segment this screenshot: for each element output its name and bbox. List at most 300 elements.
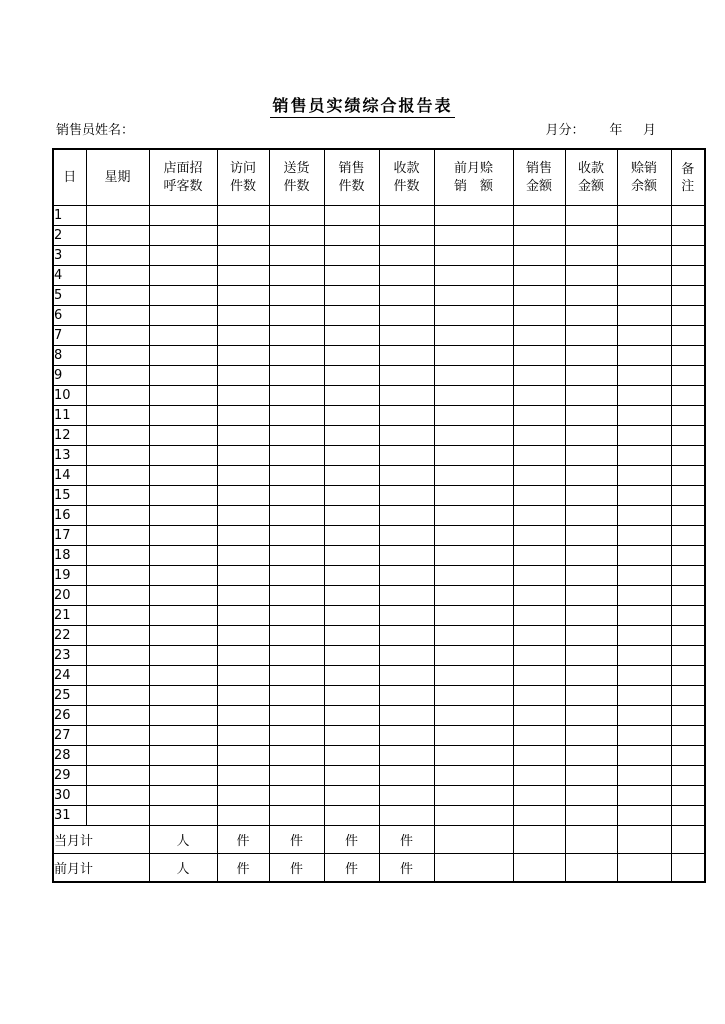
data-cell-remarks[interactable] <box>671 566 705 586</box>
data-cell-prev_credit[interactable] <box>434 286 513 306</box>
data-cell-weekday[interactable] <box>86 446 149 466</box>
data-cell-weekday[interactable] <box>86 506 149 526</box>
data-cell-receipt_amount[interactable] <box>565 326 617 346</box>
data-cell-remarks[interactable] <box>671 666 705 686</box>
data-cell-sales_amount[interactable] <box>513 406 565 426</box>
data-cell-receipt_amount[interactable] <box>565 506 617 526</box>
data-cell-sales_count[interactable] <box>324 386 379 406</box>
data-cell-sales_amount[interactable] <box>513 546 565 566</box>
data-cell-weekday[interactable] <box>86 646 149 666</box>
summary-empty-cell[interactable] <box>513 826 565 854</box>
data-cell-prev_credit[interactable] <box>434 766 513 786</box>
data-cell-sales_amount[interactable] <box>513 806 565 826</box>
data-cell-greeted[interactable] <box>149 486 217 506</box>
data-cell-greeted[interactable] <box>149 546 217 566</box>
data-cell-receipt_amount[interactable] <box>565 426 617 446</box>
data-cell-sales_amount[interactable] <box>513 286 565 306</box>
data-cell-remarks[interactable] <box>671 606 705 626</box>
data-cell-receipts_count[interactable] <box>379 806 434 826</box>
data-cell-sales_amount[interactable] <box>513 386 565 406</box>
data-cell-receipts_count[interactable] <box>379 546 434 566</box>
data-cell-receipts_count[interactable] <box>379 606 434 626</box>
data-cell-deliveries[interactable] <box>269 646 324 666</box>
data-cell-greeted[interactable] <box>149 466 217 486</box>
data-cell-weekday[interactable] <box>86 686 149 706</box>
data-cell-sales_count[interactable] <box>324 686 379 706</box>
data-cell-weekday[interactable] <box>86 346 149 366</box>
data-cell-greeted[interactable] <box>149 646 217 666</box>
data-cell-prev_credit[interactable] <box>434 486 513 506</box>
data-cell-visits[interactable] <box>217 226 269 246</box>
data-cell-sales_amount[interactable] <box>513 446 565 466</box>
data-cell-credit_balance[interactable] <box>617 606 671 626</box>
data-cell-receipt_amount[interactable] <box>565 646 617 666</box>
data-cell-visits[interactable] <box>217 506 269 526</box>
data-cell-receipt_amount[interactable] <box>565 446 617 466</box>
data-cell-credit_balance[interactable] <box>617 566 671 586</box>
data-cell-prev_credit[interactable] <box>434 346 513 366</box>
data-cell-sales_amount[interactable] <box>513 606 565 626</box>
data-cell-sales_amount[interactable] <box>513 686 565 706</box>
data-cell-remarks[interactable] <box>671 246 705 266</box>
data-cell-deliveries[interactable] <box>269 466 324 486</box>
data-cell-weekday[interactable] <box>86 566 149 586</box>
data-cell-greeted[interactable] <box>149 806 217 826</box>
data-cell-credit_balance[interactable] <box>617 526 671 546</box>
data-cell-prev_credit[interactable] <box>434 586 513 606</box>
data-cell-sales_amount[interactable] <box>513 626 565 646</box>
summary-unit-cell[interactable]: 人 <box>149 854 217 883</box>
summary-empty-cell[interactable] <box>565 854 617 883</box>
data-cell-prev_credit[interactable] <box>434 566 513 586</box>
data-cell-sales_amount[interactable] <box>513 226 565 246</box>
data-cell-credit_balance[interactable] <box>617 226 671 246</box>
data-cell-credit_balance[interactable] <box>617 306 671 326</box>
data-cell-weekday[interactable] <box>86 386 149 406</box>
data-cell-remarks[interactable] <box>671 526 705 546</box>
data-cell-deliveries[interactable] <box>269 726 324 746</box>
data-cell-prev_credit[interactable] <box>434 306 513 326</box>
data-cell-credit_balance[interactable] <box>617 626 671 646</box>
data-cell-prev_credit[interactable] <box>434 246 513 266</box>
data-cell-greeted[interactable] <box>149 746 217 766</box>
data-cell-visits[interactable] <box>217 306 269 326</box>
data-cell-deliveries[interactable] <box>269 626 324 646</box>
data-cell-receipts_count[interactable] <box>379 526 434 546</box>
data-cell-greeted[interactable] <box>149 226 217 246</box>
data-cell-weekday[interactable] <box>86 586 149 606</box>
data-cell-sales_count[interactable] <box>324 766 379 786</box>
data-cell-receipts_count[interactable] <box>379 286 434 306</box>
data-cell-receipts_count[interactable] <box>379 386 434 406</box>
data-cell-sales_amount[interactable] <box>513 646 565 666</box>
data-cell-receipts_count[interactable] <box>379 466 434 486</box>
data-cell-visits[interactable] <box>217 446 269 466</box>
data-cell-deliveries[interactable] <box>269 306 324 326</box>
data-cell-remarks[interactable] <box>671 686 705 706</box>
data-cell-sales_amount[interactable] <box>513 786 565 806</box>
data-cell-greeted[interactable] <box>149 266 217 286</box>
data-cell-weekday[interactable] <box>86 226 149 246</box>
data-cell-weekday[interactable] <box>86 266 149 286</box>
data-cell-sales_amount[interactable] <box>513 366 565 386</box>
data-cell-sales_count[interactable] <box>324 206 379 226</box>
data-cell-sales_count[interactable] <box>324 406 379 426</box>
data-cell-deliveries[interactable] <box>269 246 324 266</box>
data-cell-prev_credit[interactable] <box>434 206 513 226</box>
data-cell-deliveries[interactable] <box>269 746 324 766</box>
data-cell-receipt_amount[interactable] <box>565 346 617 366</box>
data-cell-credit_balance[interactable] <box>617 646 671 666</box>
data-cell-sales_count[interactable] <box>324 546 379 566</box>
summary-unit-cell[interactable]: 件 <box>324 854 379 883</box>
data-cell-credit_balance[interactable] <box>617 206 671 226</box>
data-cell-prev_credit[interactable] <box>434 626 513 646</box>
data-cell-sales_amount[interactable] <box>513 666 565 686</box>
data-cell-receipt_amount[interactable] <box>565 486 617 506</box>
data-cell-remarks[interactable] <box>671 626 705 646</box>
data-cell-greeted[interactable] <box>149 786 217 806</box>
data-cell-receipt_amount[interactable] <box>565 586 617 606</box>
data-cell-receipts_count[interactable] <box>379 506 434 526</box>
data-cell-deliveries[interactable] <box>269 386 324 406</box>
data-cell-deliveries[interactable] <box>269 606 324 626</box>
summary-unit-cell[interactable]: 件 <box>324 826 379 854</box>
data-cell-prev_credit[interactable] <box>434 446 513 466</box>
data-cell-weekday[interactable] <box>86 726 149 746</box>
data-cell-visits[interactable] <box>217 806 269 826</box>
data-cell-visits[interactable] <box>217 646 269 666</box>
data-cell-prev_credit[interactable] <box>434 366 513 386</box>
data-cell-visits[interactable] <box>217 766 269 786</box>
data-cell-prev_credit[interactable] <box>434 326 513 346</box>
data-cell-receipt_amount[interactable] <box>565 466 617 486</box>
data-cell-visits[interactable] <box>217 706 269 726</box>
data-cell-receipt_amount[interactable] <box>565 226 617 246</box>
data-cell-sales_count[interactable] <box>324 806 379 826</box>
data-cell-prev_credit[interactable] <box>434 466 513 486</box>
data-cell-sales_count[interactable] <box>324 226 379 246</box>
data-cell-visits[interactable] <box>217 786 269 806</box>
summary-empty-cell[interactable] <box>434 826 513 854</box>
data-cell-visits[interactable] <box>217 466 269 486</box>
data-cell-visits[interactable] <box>217 566 269 586</box>
data-cell-visits[interactable] <box>217 246 269 266</box>
data-cell-receipts_count[interactable] <box>379 786 434 806</box>
summary-unit-cell[interactable]: 件 <box>269 854 324 883</box>
data-cell-remarks[interactable] <box>671 706 705 726</box>
data-cell-sales_count[interactable] <box>324 746 379 766</box>
data-cell-receipts_count[interactable] <box>379 266 434 286</box>
data-cell-sales_amount[interactable] <box>513 466 565 486</box>
data-cell-greeted[interactable] <box>149 366 217 386</box>
data-cell-visits[interactable] <box>217 266 269 286</box>
data-cell-receipts_count[interactable] <box>379 766 434 786</box>
data-cell-remarks[interactable] <box>671 206 705 226</box>
data-cell-remarks[interactable] <box>671 386 705 406</box>
data-cell-sales_amount[interactable] <box>513 246 565 266</box>
summary-unit-cell[interactable]: 件 <box>379 854 434 883</box>
data-cell-visits[interactable] <box>217 346 269 366</box>
data-cell-visits[interactable] <box>217 686 269 706</box>
data-cell-remarks[interactable] <box>671 586 705 606</box>
data-cell-receipts_count[interactable] <box>379 326 434 346</box>
data-cell-visits[interactable] <box>217 606 269 626</box>
data-cell-weekday[interactable] <box>86 526 149 546</box>
data-cell-greeted[interactable] <box>149 566 217 586</box>
data-cell-sales_count[interactable] <box>324 626 379 646</box>
data-cell-visits[interactable] <box>217 366 269 386</box>
data-cell-deliveries[interactable] <box>269 486 324 506</box>
data-cell-visits[interactable] <box>217 526 269 546</box>
data-cell-visits[interactable] <box>217 626 269 646</box>
data-cell-sales_amount[interactable] <box>513 566 565 586</box>
data-cell-weekday[interactable] <box>86 246 149 266</box>
data-cell-remarks[interactable] <box>671 806 705 826</box>
data-cell-receipts_count[interactable] <box>379 706 434 726</box>
data-cell-greeted[interactable] <box>149 726 217 746</box>
data-cell-greeted[interactable] <box>149 686 217 706</box>
data-cell-prev_credit[interactable] <box>434 406 513 426</box>
summary-empty-cell[interactable] <box>671 826 705 854</box>
data-cell-prev_credit[interactable] <box>434 426 513 446</box>
data-cell-weekday[interactable] <box>86 706 149 726</box>
data-cell-credit_balance[interactable] <box>617 486 671 506</box>
data-cell-credit_balance[interactable] <box>617 426 671 446</box>
data-cell-receipts_count[interactable] <box>379 566 434 586</box>
data-cell-deliveries[interactable] <box>269 506 324 526</box>
data-cell-receipts_count[interactable] <box>379 306 434 326</box>
data-cell-receipts_count[interactable] <box>379 366 434 386</box>
data-cell-sales_count[interactable] <box>324 586 379 606</box>
data-cell-weekday[interactable] <box>86 546 149 566</box>
data-cell-credit_balance[interactable] <box>617 666 671 686</box>
data-cell-receipt_amount[interactable] <box>565 366 617 386</box>
data-cell-credit_balance[interactable] <box>617 446 671 466</box>
data-cell-visits[interactable] <box>217 326 269 346</box>
data-cell-receipt_amount[interactable] <box>565 386 617 406</box>
data-cell-prev_credit[interactable] <box>434 266 513 286</box>
data-cell-sales_amount[interactable] <box>513 346 565 366</box>
data-cell-remarks[interactable] <box>671 726 705 746</box>
data-cell-sales_count[interactable] <box>324 706 379 726</box>
summary-empty-cell[interactable] <box>671 854 705 883</box>
data-cell-greeted[interactable] <box>149 666 217 686</box>
data-cell-receipts_count[interactable] <box>379 666 434 686</box>
data-cell-greeted[interactable] <box>149 326 217 346</box>
data-cell-weekday[interactable] <box>86 746 149 766</box>
data-cell-greeted[interactable] <box>149 766 217 786</box>
data-cell-prev_credit[interactable] <box>434 726 513 746</box>
data-cell-visits[interactable] <box>217 286 269 306</box>
data-cell-greeted[interactable] <box>149 446 217 466</box>
data-cell-deliveries[interactable] <box>269 226 324 246</box>
data-cell-sales_count[interactable] <box>324 426 379 446</box>
data-cell-deliveries[interactable] <box>269 326 324 346</box>
data-cell-credit_balance[interactable] <box>617 346 671 366</box>
data-cell-deliveries[interactable] <box>269 586 324 606</box>
data-cell-sales_count[interactable] <box>324 786 379 806</box>
data-cell-receipt_amount[interactable] <box>565 746 617 766</box>
data-cell-greeted[interactable] <box>149 606 217 626</box>
data-cell-sales_count[interactable] <box>324 506 379 526</box>
data-cell-remarks[interactable] <box>671 746 705 766</box>
data-cell-remarks[interactable] <box>671 306 705 326</box>
summary-empty-cell[interactable] <box>434 854 513 883</box>
data-cell-sales_count[interactable] <box>324 286 379 306</box>
data-cell-visits[interactable] <box>217 386 269 406</box>
data-cell-sales_amount[interactable] <box>513 426 565 446</box>
data-cell-deliveries[interactable] <box>269 786 324 806</box>
data-cell-deliveries[interactable] <box>269 266 324 286</box>
data-cell-receipt_amount[interactable] <box>565 706 617 726</box>
data-cell-credit_balance[interactable] <box>617 686 671 706</box>
data-cell-remarks[interactable] <box>671 646 705 666</box>
data-cell-sales_count[interactable] <box>324 666 379 686</box>
data-cell-receipt_amount[interactable] <box>565 406 617 426</box>
summary-empty-cell[interactable] <box>617 854 671 883</box>
data-cell-sales_count[interactable] <box>324 566 379 586</box>
data-cell-sales_count[interactable] <box>324 526 379 546</box>
data-cell-receipt_amount[interactable] <box>565 726 617 746</box>
data-cell-receipts_count[interactable] <box>379 646 434 666</box>
data-cell-greeted[interactable] <box>149 586 217 606</box>
data-cell-remarks[interactable] <box>671 346 705 366</box>
data-cell-credit_balance[interactable] <box>617 326 671 346</box>
data-cell-remarks[interactable] <box>671 766 705 786</box>
data-cell-visits[interactable] <box>217 206 269 226</box>
data-cell-credit_balance[interactable] <box>617 386 671 406</box>
data-cell-receipt_amount[interactable] <box>565 766 617 786</box>
data-cell-remarks[interactable] <box>671 366 705 386</box>
data-cell-sales_amount[interactable] <box>513 206 565 226</box>
data-cell-receipt_amount[interactable] <box>565 306 617 326</box>
data-cell-receipts_count[interactable] <box>379 586 434 606</box>
data-cell-visits[interactable] <box>217 746 269 766</box>
data-cell-receipts_count[interactable] <box>379 626 434 646</box>
data-cell-greeted[interactable] <box>149 346 217 366</box>
data-cell-receipt_amount[interactable] <box>565 666 617 686</box>
data-cell-credit_balance[interactable] <box>617 746 671 766</box>
data-cell-credit_balance[interactable] <box>617 406 671 426</box>
data-cell-remarks[interactable] <box>671 466 705 486</box>
data-cell-prev_credit[interactable] <box>434 666 513 686</box>
data-cell-receipt_amount[interactable] <box>565 206 617 226</box>
data-cell-receipts_count[interactable] <box>379 246 434 266</box>
data-cell-credit_balance[interactable] <box>617 806 671 826</box>
data-cell-weekday[interactable] <box>86 806 149 826</box>
data-cell-receipts_count[interactable] <box>379 346 434 366</box>
data-cell-receipts_count[interactable] <box>379 726 434 746</box>
data-cell-prev_credit[interactable] <box>434 806 513 826</box>
data-cell-weekday[interactable] <box>86 766 149 786</box>
data-cell-visits[interactable] <box>217 426 269 446</box>
data-cell-remarks[interactable] <box>671 286 705 306</box>
data-cell-sales_count[interactable] <box>324 726 379 746</box>
data-cell-visits[interactable] <box>217 726 269 746</box>
data-cell-weekday[interactable] <box>86 666 149 686</box>
data-cell-receipts_count[interactable] <box>379 446 434 466</box>
data-cell-prev_credit[interactable] <box>434 786 513 806</box>
data-cell-sales_amount[interactable] <box>513 266 565 286</box>
data-cell-remarks[interactable] <box>671 426 705 446</box>
data-cell-remarks[interactable] <box>671 406 705 426</box>
data-cell-sales_amount[interactable] <box>513 506 565 526</box>
data-cell-receipt_amount[interactable] <box>565 806 617 826</box>
data-cell-receipts_count[interactable] <box>379 226 434 246</box>
data-cell-remarks[interactable] <box>671 486 705 506</box>
data-cell-sales_count[interactable] <box>324 446 379 466</box>
data-cell-weekday[interactable] <box>86 626 149 646</box>
data-cell-credit_balance[interactable] <box>617 546 671 566</box>
data-cell-receipt_amount[interactable] <box>565 546 617 566</box>
data-cell-prev_credit[interactable] <box>434 746 513 766</box>
summary-unit-cell[interactable]: 人 <box>149 826 217 854</box>
data-cell-weekday[interactable] <box>86 406 149 426</box>
data-cell-sales_count[interactable] <box>324 326 379 346</box>
data-cell-weekday[interactable] <box>86 486 149 506</box>
data-cell-greeted[interactable] <box>149 246 217 266</box>
data-cell-sales_count[interactable] <box>324 466 379 486</box>
data-cell-sales_amount[interactable] <box>513 706 565 726</box>
data-cell-sales_count[interactable] <box>324 606 379 626</box>
data-cell-deliveries[interactable] <box>269 766 324 786</box>
data-cell-visits[interactable] <box>217 666 269 686</box>
data-cell-credit_balance[interactable] <box>617 266 671 286</box>
data-cell-credit_balance[interactable] <box>617 286 671 306</box>
data-cell-greeted[interactable] <box>149 286 217 306</box>
data-cell-sales_amount[interactable] <box>513 586 565 606</box>
data-cell-credit_balance[interactable] <box>617 706 671 726</box>
data-cell-credit_balance[interactable] <box>617 766 671 786</box>
data-cell-deliveries[interactable] <box>269 666 324 686</box>
data-cell-receipts_count[interactable] <box>379 686 434 706</box>
summary-empty-cell[interactable] <box>617 826 671 854</box>
data-cell-prev_credit[interactable] <box>434 706 513 726</box>
data-cell-deliveries[interactable] <box>269 206 324 226</box>
data-cell-visits[interactable] <box>217 586 269 606</box>
data-cell-deliveries[interactable] <box>269 426 324 446</box>
data-cell-credit_balance[interactable] <box>617 506 671 526</box>
data-cell-receipt_amount[interactable] <box>565 626 617 646</box>
data-cell-prev_credit[interactable] <box>434 646 513 666</box>
data-cell-deliveries[interactable] <box>269 806 324 826</box>
data-cell-greeted[interactable] <box>149 206 217 226</box>
data-cell-credit_balance[interactable] <box>617 366 671 386</box>
summary-empty-cell[interactable] <box>513 854 565 883</box>
data-cell-prev_credit[interactable] <box>434 606 513 626</box>
data-cell-receipts_count[interactable] <box>379 206 434 226</box>
data-cell-sales_count[interactable] <box>324 266 379 286</box>
data-cell-sales_count[interactable] <box>324 486 379 506</box>
data-cell-deliveries[interactable] <box>269 706 324 726</box>
data-cell-weekday[interactable] <box>86 466 149 486</box>
data-cell-receipts_count[interactable] <box>379 406 434 426</box>
data-cell-weekday[interactable] <box>86 366 149 386</box>
data-cell-sales_amount[interactable] <box>513 326 565 346</box>
data-cell-remarks[interactable] <box>671 266 705 286</box>
data-cell-weekday[interactable] <box>86 426 149 446</box>
data-cell-receipt_amount[interactable] <box>565 246 617 266</box>
data-cell-prev_credit[interactable] <box>434 686 513 706</box>
summary-unit-cell[interactable]: 件 <box>269 826 324 854</box>
data-cell-receipt_amount[interactable] <box>565 566 617 586</box>
data-cell-sales_amount[interactable] <box>513 306 565 326</box>
data-cell-deliveries[interactable] <box>269 286 324 306</box>
data-cell-sales_amount[interactable] <box>513 766 565 786</box>
data-cell-remarks[interactable] <box>671 546 705 566</box>
data-cell-receipt_amount[interactable] <box>565 526 617 546</box>
